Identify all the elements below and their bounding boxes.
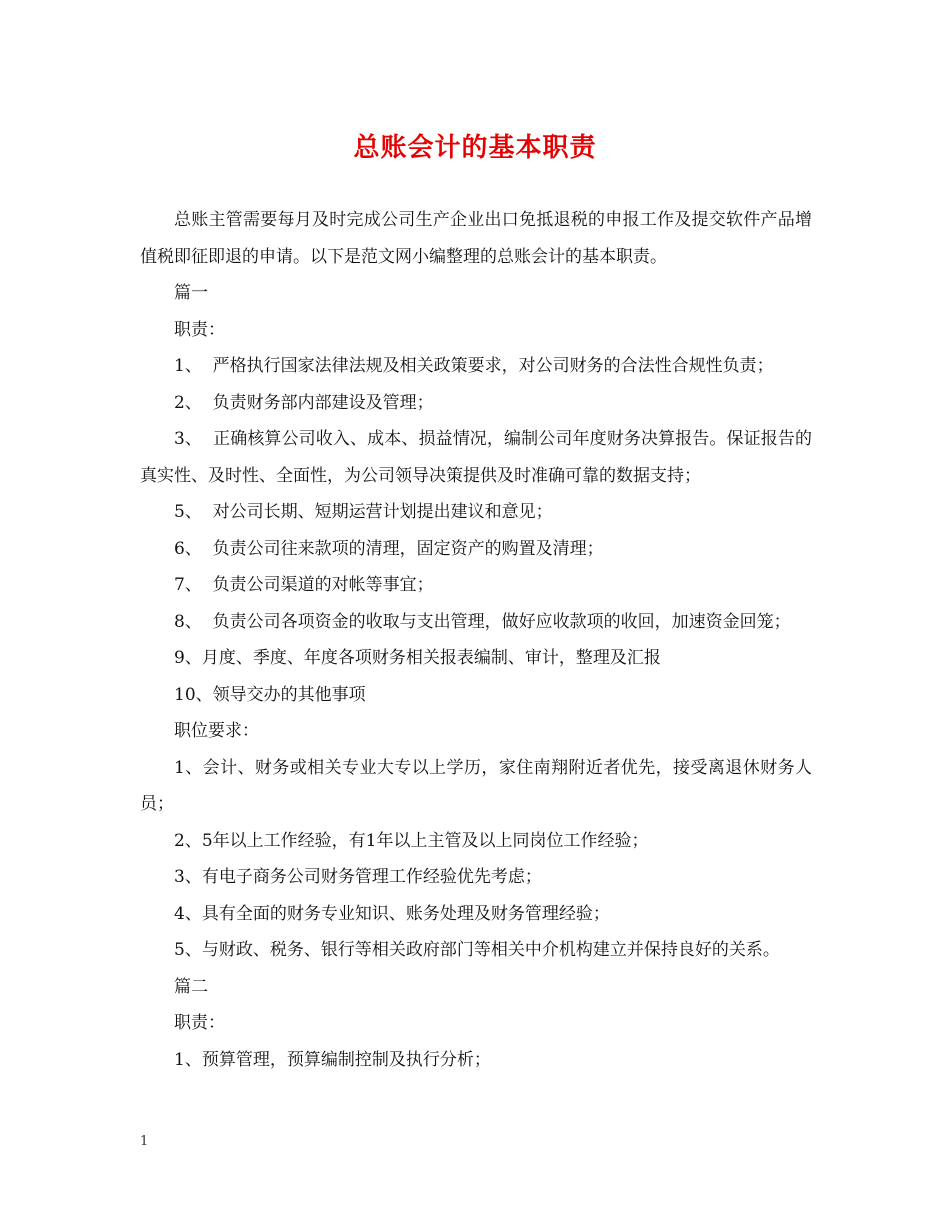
list-item: 5、与财政、税务、银行等相关政府部门等相关中介机构建立并保持良好的关系。 (174, 940, 780, 960)
list-item: 1、 严格执行国家法律法规及相关政策要求，对公司财务的合法性合规性负责； (174, 356, 774, 376)
list-item: 8、 负责公司各项资金的收取与支出管理，做好应收款项的收回，加速资金回笼； (174, 611, 791, 632)
list-item: 6、 负责公司往来款项的清理，固定资产的购置及清理； (174, 538, 604, 559)
list-item: 2、5年以上工作经验，有1年以上主管及以上同岗位工作经验； (174, 830, 649, 851)
subsection-heading: 职责： (174, 1013, 225, 1033)
list-item: 3、 正确核算公司收入、成本、损益情况，编制公司年度财务决算报告。保证报告的真实性、及时性、全面性，为公司领导决策提供及时准确可靠的数据支持； (140, 429, 812, 486)
list-item: 2、 负责财务部内部建设及管理； (174, 392, 434, 413)
list-item: 3、有电子商务公司财务管理工作经验优先考虑； (174, 867, 542, 887)
list-item: 1、会计、财务或相关专业大专以上学历，家住南翔附近者优先，接受离退休财务人员； (140, 757, 812, 814)
section-heading: 篇二 (174, 976, 208, 997)
list-item: 4、具有全面的财务专业知识、账务处理及财务管理经验； (174, 903, 610, 924)
subsection-heading: 职位要求： (174, 721, 259, 741)
intro-paragraph: 总账主管需要每月及时完成公司生产企业出口免抵退税的申报工作及提交软件产品增值税即征即退的申请。以下是范文网小编整理的总账会计的基本职责。 (140, 210, 812, 267)
list-item: 9、月度、季度、年度各项财务相关报表编制、审计，整理及汇报 (174, 648, 661, 668)
list-item: 7、 负责公司渠道的对帐等事宜； (174, 575, 434, 595)
page-number: 1 (140, 1134, 149, 1149)
list-item: 1、预算管理，预算编制控制及执行分析； (174, 1049, 491, 1070)
document-body (140, 202, 812, 1078)
document-title: 总账会计的基本职责 (353, 133, 597, 163)
subsection-heading: 职责： (174, 319, 225, 340)
list-item: 10、领导交办的其他事项 (174, 684, 366, 705)
list-item: 5、 对公司长期、短期运营计划提出建议和意见； (174, 502, 553, 522)
section-heading: 篇一 (174, 283, 208, 303)
